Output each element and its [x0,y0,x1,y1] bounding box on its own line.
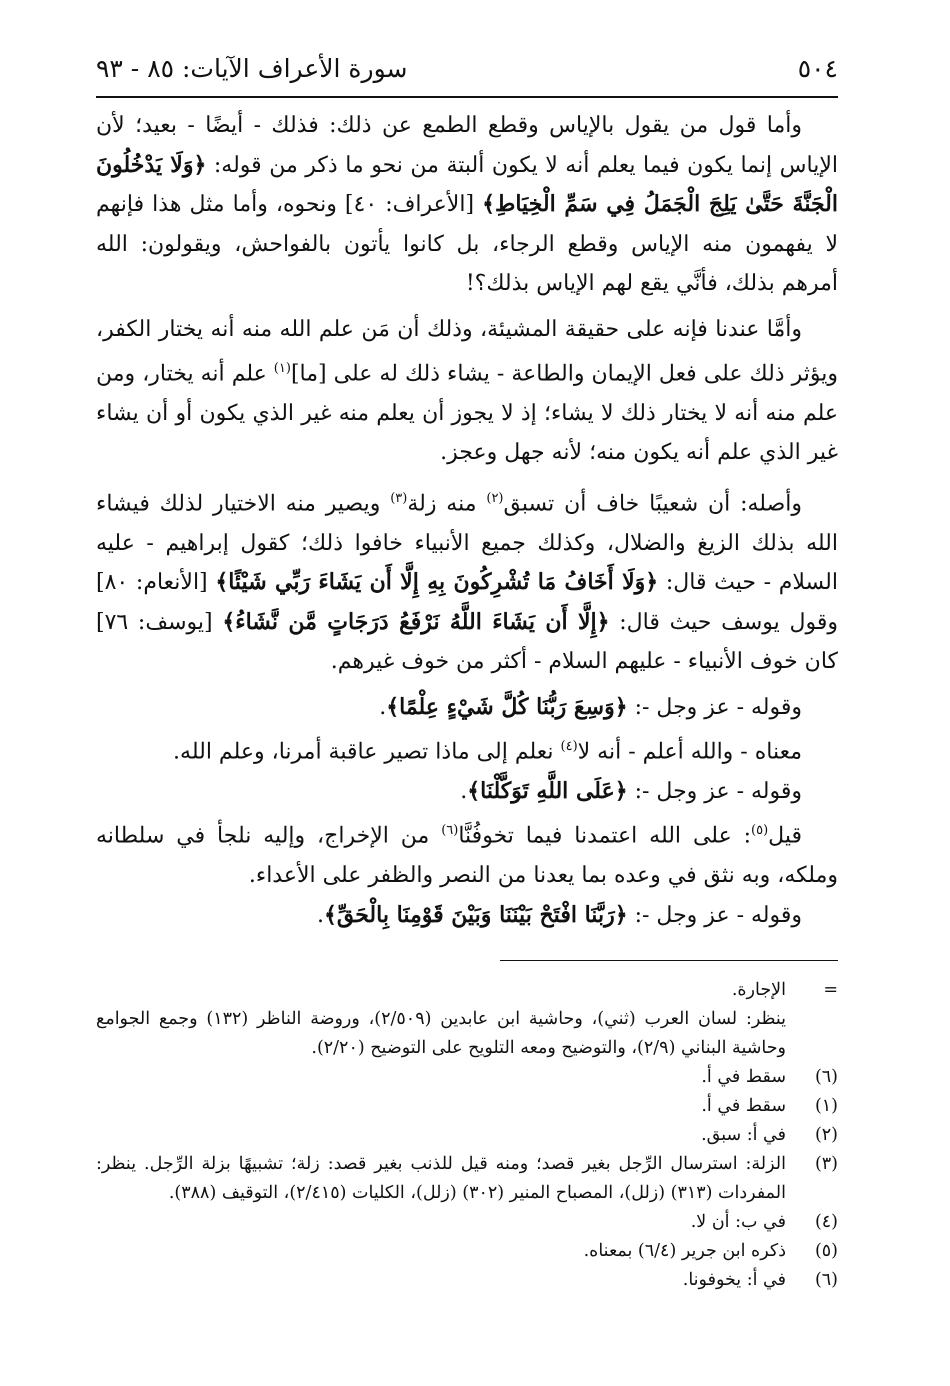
page-number: ٥٠٤ [797,53,838,83]
footnote-text: ينظر: لسان العرب (ثني)، وحاشية ابن عابدين (٢/٥٠٩)، وروضة الناظر (١٣٢) وجمع الجوامع وحاشية البناني (٢/٩)، والتوضيح ومعه التلويح على التوضيح (٢/٢٠). [96,1009,786,1058]
footnote-text: في أ: يخوفونا. [682,1270,786,1290]
footnote-item [96,1005,838,1063]
footnote-text: سقط في أ. [701,1096,786,1116]
paragraph-8 [96,896,838,936]
footnote-number: (٥) [814,1241,838,1261]
header-divider [96,96,838,98]
text-run: ويصير منه الاختيار لذلك فيشاء الله بذلك الزيغ والضلال، وكذلك جميع الأنبياء خافوا ذلك؛ كقول إبراهيم - عليه السلام - حيث قال: [96,491,838,596]
paragraph-7 [96,811,838,895]
quran-verse: ﴿وَلَا يَدْخُلُونَ الْجَنَّةَ حَتَّىٰ يَلِجَ الْجَمَلُ فِي سَمِّ الْخِيَاطِ﴾ [96,151,838,217]
footnote-ref: (٦) [441,823,459,839]
footnote-number: (٤) [814,1212,838,1232]
text-run: معناه - والله أعلم - أنه لا [577,739,802,765]
main-text [96,106,838,935]
footnote-text: سقط في أ. [701,1067,786,1087]
footnote-number: = [823,980,838,1000]
footnote-ref: (٢) [486,490,504,506]
footnote-number: (٦) [814,1067,838,1087]
text-run: وأمَّا عندنا فإنه على حقيقة المشيئة، وذلك أن مَن علم الله منه أنه يختار الكفر، ويؤثر ذلك على فعل الإيمان والطاعة - يشاء ذلك له على [ما] [96,316,838,387]
quran-verse: ﴿رَبَّنَا افْتَحْ بَيْنَنَا وَبَيْنَ قَوْمِنَا بِالْحَقِّ﴾ [323,901,628,928]
text-run: . [379,694,387,720]
quran-verse: ﴿إِلَّا أَن يَشَاءَ اللَّهُ نَرْفَعُ دَرَجَاتٍ مَّن نَّشَاءُ﴾ [222,608,610,635]
paragraph-2 [96,310,838,473]
text-run: منه زلة [407,491,487,517]
text-run: وقوله - عز وجل -: [627,902,802,928]
footnote-item [96,1208,838,1237]
footnote-text: ذكره ابن جرير (٦/٤) بمعناه. [583,1241,786,1261]
page-header [96,42,838,94]
text-run: [الأنعام: ٨٠] وقول يوسف حيث قال: [96,570,838,635]
text-run: علم أنه يختار، ومن علم منه أنه لا يختار ذلك لا يشاء؛ إذ لا يجوز أن يعلم منه غير الذي يكون أو أن يشاء غير الذي علم أنه يكون منه؛ لأنه جهل وعجز. [96,361,838,466]
text-run: من الإخراج، وإليه نلجأ في سلطانه وملكه، وبه نثق في وعده بما يعدنا من النصر والظفر على الأعداء. [96,823,838,889]
footnote-text: الإجارة. [731,980,786,1000]
footnote-ref: (٥) [751,823,769,839]
footnote-ref: (١) [273,361,291,376]
footnote-text: في ب: أن لا. [690,1212,786,1232]
footnote-ref: (٣) [390,490,408,506]
footnote-item [96,1092,838,1121]
footnote-item [96,976,838,1005]
paragraph-6 [96,772,838,812]
footnote-item [96,1237,838,1266]
text-run: : على الله اعتمدنا فيما تخوفُنَّا [458,823,752,849]
text-run: [الأعراف: ٤٠] ونحوه، وأما مثل هذا فإنهم لا يفهمون منه الإياس وقطع الرجاء، بل كانوا يأتون بالفواحش، ويقولون: الله أمرهم بذلك، فأنَّي يقع لهم الإياس بذلك؟! [96,192,838,296]
text-run: نعلم إلى ماذا تصير عاقبة أمرنا، وعلم الله. [173,739,561,765]
footnote-text: الزلة: استرسال الرِّجل بغير قصد؛ ومنه قيل للذنب بغير قصد: زلة؛ تشبيهًا بزلة الرِّجل. ينظر: المفردات (٣١٣) (زلل)، المصباح المنير (٣٠٢) (زلل)، الكليات (٢/٤١٥)، التوقيف (٣٨٨). [96,1154,786,1203]
footnote-text: في أ: سبق. [701,1125,786,1145]
text-run: [يوسف: ٧٦] كان خوف الأنبياء - عليهم السلام - أكثر من خوف غيرهم. [96,609,838,675]
paragraph-1 [96,106,838,304]
footnote-item [96,1121,838,1150]
paragraph-5 [96,727,838,772]
paragraph-4 [96,688,838,728]
quran-verse: ﴿عَلَى اللَّهِ تَوَكَّلْنَا﴾ [467,777,628,804]
text-run: وأما قول من يقول بالإياس وقطع الطمع عن ذلك: فذلك - أيضًا - بعيد؛ لأن الإياس إنما يكون فيما يعلم أنه لا يكون ألبتة من نحو ما ذكر من قوله: [96,113,838,178]
footnote-item [96,1150,838,1208]
footnote-number: (٣) [814,1154,838,1174]
footnote-ref: (٤) [560,739,578,755]
text-run: وقوله - عز وجل -: [627,694,802,720]
text-run: وأصله: أن شعيبًا خاف أن تسبق [503,491,802,517]
text-run: قيل [768,823,802,849]
text-run: . [316,902,324,928]
text-run: . [460,778,468,804]
footnote-number: (١) [814,1096,838,1116]
quran-verse: ﴿وَسِعَ رَبُّنَا كُلَّ شَيْءٍ عِلْمًا﴾ [386,693,628,720]
footnote-item [96,1063,838,1092]
footnote-number: (٦) [814,1270,838,1290]
footnote-divider [500,960,838,961]
running-title: سورة الأعراف الآيات: ٨٥ - ٩٣ [96,53,408,83]
footnote-item [96,1266,838,1295]
text-run: وقوله - عز وجل -: [627,778,802,804]
footnote-number: (٢) [814,1125,838,1145]
footnotes [96,976,838,1295]
paragraph-3 [96,479,838,682]
quran-verse: ﴿وَلَا أَخَافُ مَا تُشْرِكُونَ بِهِ إِلَّا أَن يَشَاءَ رَبِّي شَيْئًا﴾ [215,569,659,596]
